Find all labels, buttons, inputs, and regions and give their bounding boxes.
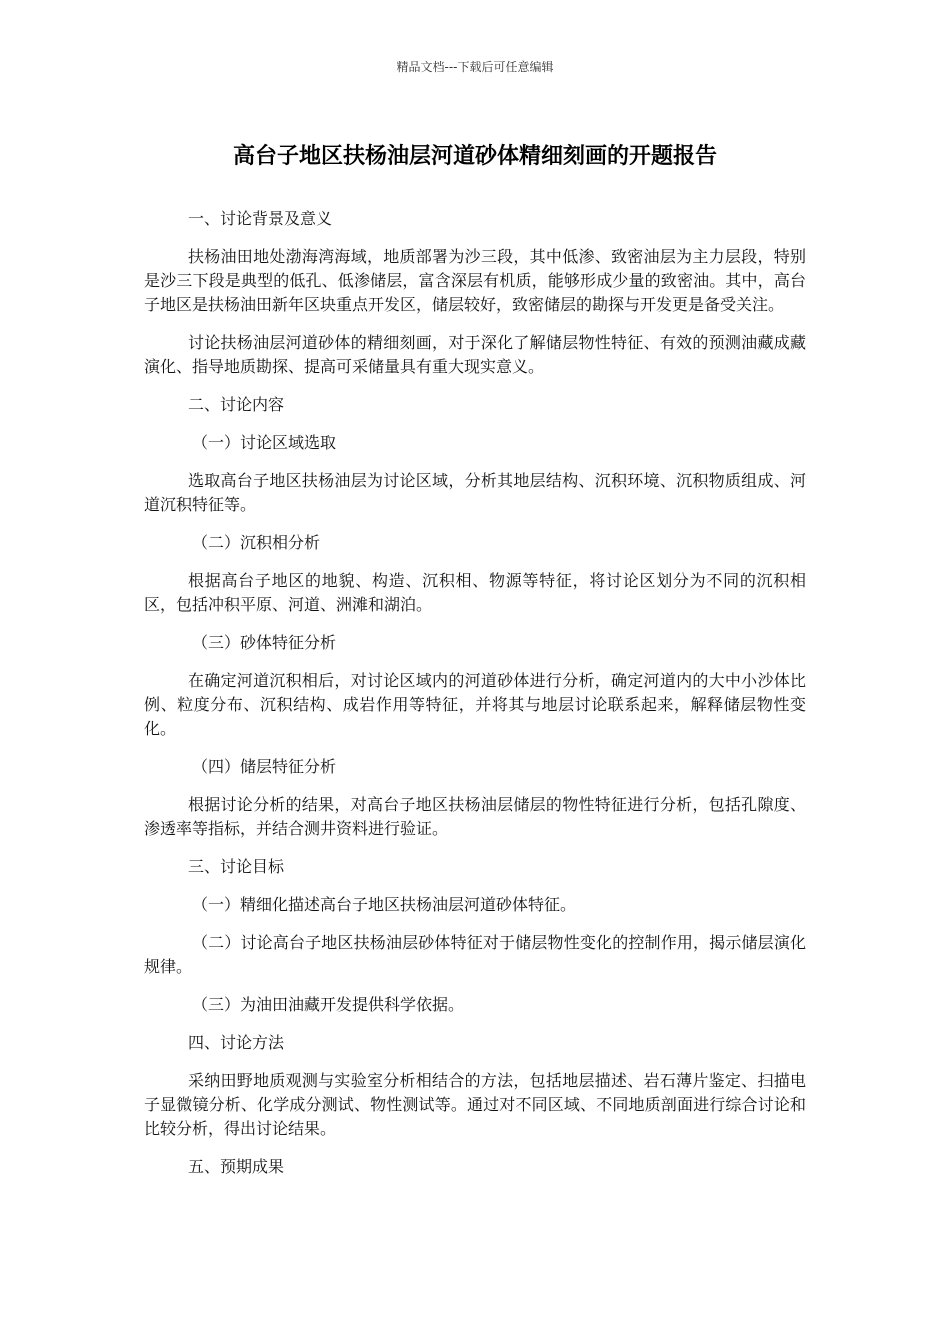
paragraph-sandbody-analysis: 在确定河道沉积相后，对讨论区域内的河道砂体进行分析，确定河道内的大中小沙体比例、粒度分布、沉积结构、成岩作用等特征，并将其与地层讨论联系起来，解释储层物性变化。: [144, 671, 806, 738]
paragraph-background-2: 讨论扶杨油层河道砂体的精细刻画，对于深化了解储层物性特征、有效的预测油藏成藏演化、指导地质勘探、提高可采储量具有重大现实意义。: [144, 333, 806, 376]
section-heading-objectives: 三、讨论目标: [188, 857, 285, 876]
document-title: 高台子地区扶杨油层河道砂体精细刻画的开题报告: [232, 144, 717, 169]
paragraph-area-selection: 选取高台子地区扶杨油层为讨论区域，分析其地层结构、沉积环境、沉积物质组成、河道沉积特征等。: [144, 471, 806, 514]
objective-item-1: （一）精细化描述高台子地区扶杨油层河道砂体特征。: [192, 895, 577, 914]
section-heading-methods: 四、讨论方法: [188, 1033, 285, 1052]
paragraph-background-1: 扶杨油田地处渤海湾海域，地质部署为沙三段，其中低渗、致密油层为主力层段，特别是沙三下段是典型的低孔、低渗储层，富含深层有机质，能够形成少量的致密油。其中，高台子地区是扶杨油田新年区块重点开发区，储层较好，致密储层的勘探与开发更是备受关注。: [144, 247, 806, 314]
section-heading-background: 一、讨论背景及意义: [188, 209, 333, 228]
subheading-area-selection: （一）讨论区域选取: [192, 433, 337, 452]
objective-item-2: （二）讨论高台子地区扶杨油层砂体特征对于储层物性变化的控制作用，揭示储层演化规律。: [144, 933, 806, 976]
paragraph-facies-analysis: 根据高台子地区的地貌、构造、沉积相、物源等特征，将讨论区划分为不同的沉积相区，包括冲积平原、河道、洲滩和湖泊。: [144, 571, 806, 614]
paragraph-methods: 采纳田野地质观测与实验室分析相结合的方法，包括地层描述、岩石薄片鉴定、扫描电子显微镜分析、化学成分测试、物性测试等。通过对不同区域、不同地质剖面进行综合讨论和比较分析，得出讨论结果。: [144, 1071, 806, 1138]
section-heading-expected-results: 五、预期成果: [188, 1157, 285, 1176]
section-heading-content: 二、讨论内容: [188, 395, 285, 414]
paragraph-reservoir-analysis: 根据讨论分析的结果，对高台子地区扶杨油层储层的物性特征进行分析，包括孔隙度、渗透率等指标，并结合测井资料进行验证。: [144, 795, 806, 838]
page-header: 精品文档---下载后可任意编辑: [396, 60, 554, 74]
document-body: [144, 207, 806, 1193]
subheading-facies-analysis: （二）沉积相分析: [192, 533, 321, 552]
subheading-reservoir-analysis: （四）储层特征分析: [192, 757, 337, 776]
objective-item-3: （三）为油田油藏开发提供科学依据。: [192, 995, 465, 1014]
subheading-sandbody-analysis: （三）砂体特征分析: [192, 633, 337, 652]
